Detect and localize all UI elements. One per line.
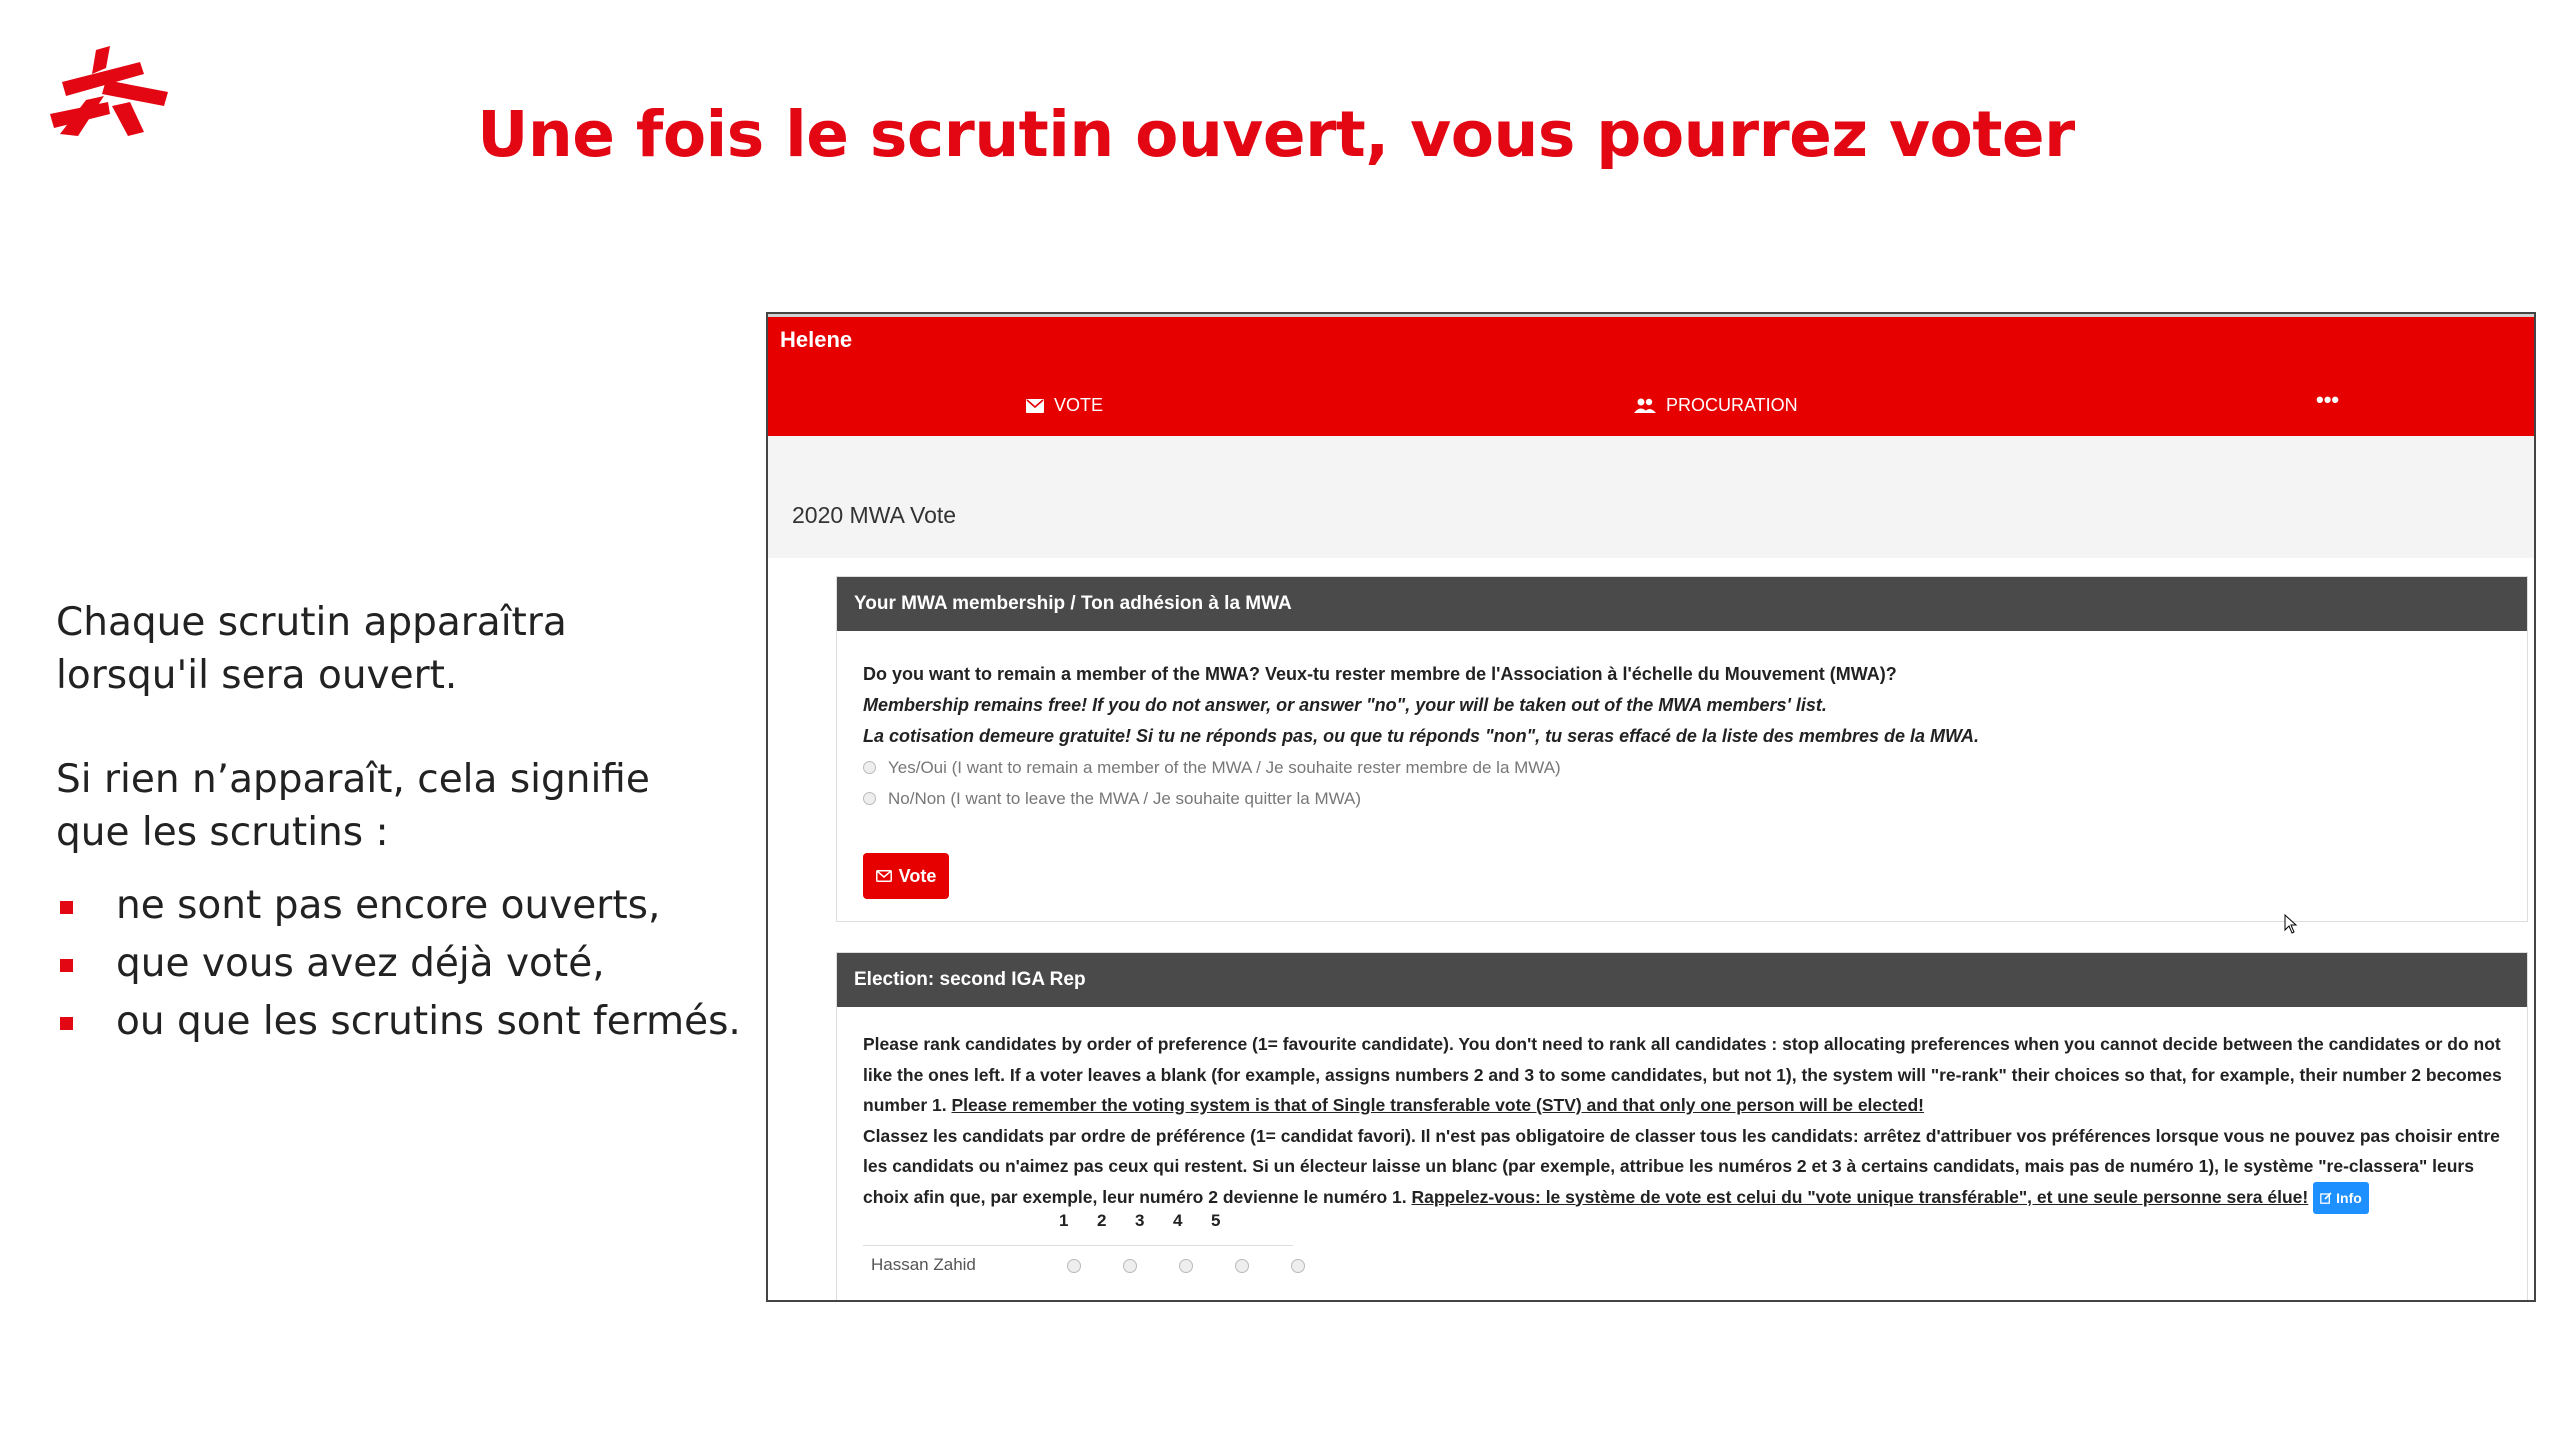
vote-button[interactable] <box>863 853 949 899</box>
rank-radio[interactable] <box>1123 1259 1137 1273</box>
edit-icon <box>2320 1192 2332 1204</box>
rank-radio[interactable] <box>1291 1259 1305 1273</box>
vote-title: 2020 MWA Vote <box>792 502 957 528</box>
rank-column-header: 5 <box>1211 1211 1221 1230</box>
radio-button[interactable] <box>863 792 876 805</box>
rank-column-header: 1 <box>1059 1211 1069 1230</box>
option-label: No/Non (I want to leave the MWA / Je souhaite quitter la MWA) <box>888 789 1362 808</box>
membership-note-fr: La cotisation demeure gratuite! Si tu ne réponds pas, ou que tu réponds "non", tu seras effacé de la liste des membres de la MWA. <box>863 726 1979 746</box>
paragraph-line: Chaque scrutin apparaîtra <box>56 600 567 645</box>
rank-radio[interactable] <box>1179 1259 1193 1273</box>
membership-option-yes[interactable] <box>863 752 2527 783</box>
rank-column-header: 4 <box>1173 1211 1183 1230</box>
membership-question: Do you want to remain a member of the MWA? Veux-tu rester membre de l'Association à l'échelle du Mouvement (MWA)? <box>863 664 1897 684</box>
user-name: Helene <box>780 327 853 352</box>
rank-column-header: 3 <box>1135 1211 1145 1230</box>
more-icon: ••• <box>2316 387 2340 412</box>
bullet-list <box>56 877 756 1051</box>
membership-panel <box>836 576 2528 922</box>
membership-note-en: Membership remains free! If you do not answer, or answer "no", your will be taken out of the MWA members' list. <box>863 695 1827 715</box>
slide-body <box>56 596 756 1051</box>
instructions-fr: Classez les candidats par ordre de préférence (1= candidat favori). Il n'est pas obligatoire de classer tous les candidats: arrêtez d'attribuer vos préférences lorsque vous ne pouvez pas choisir entre les candidats ou n'aimez pas ceux qui restent. Si un électeur laisse un blanc (par exemple, attribue les numéros 2 et 3 à certains candidats, mais pas de numéro 1), le système "re-classera" leurs choix afin que, par exemple, leur numéro 2 devienne le numéro 1. <box>863 1125 2500 1207</box>
paragraph-line: Si rien n’apparaît, cela signifie <box>56 757 650 802</box>
instructions-en: Please rank candidates by order of preference (1= favourite candidate). You don't need to rank all candidates : stop allocating preferences when you cannot decide between the candidates or do not like the ones left. If a voter leaves a blank (for example, assigns numbers 2 and 3 to some candidates, but not 1), the system will "re-rank" their choices so that, for example, their number 2 becomes number 1. <box>863 1034 2502 1115</box>
nav-more-button[interactable] <box>2316 387 2339 413</box>
nav-vote-label: VOTE <box>1054 395 1104 415</box>
rank-radio[interactable] <box>1067 1259 1081 1273</box>
election-instructions <box>837 1007 2527 1214</box>
nav-procuration[interactable] <box>1634 395 1798 416</box>
nav-procuration-label: PROCURATION <box>1666 395 1798 415</box>
candidate-rank-options <box>1067 1259 1305 1273</box>
divider <box>863 1245 1293 1246</box>
nav-vote[interactable] <box>1026 395 1103 416</box>
users-icon <box>1634 398 1656 413</box>
bullet-item: ne sont pas encore ouverts, <box>56 877 756 935</box>
radio-button[interactable] <box>863 761 876 774</box>
election-panel <box>836 952 2528 1302</box>
envelope-icon <box>876 870 892 882</box>
candidate-name: Hassan Zahid <box>871 1255 976 1274</box>
info-button[interactable] <box>2313 1182 2369 1215</box>
rank-header-row <box>1059 1211 1249 1231</box>
slide-title: Une fois le scrutin ouvert, vous pourrez voter <box>477 98 2075 171</box>
paragraph-line: que les scrutins : <box>56 810 389 855</box>
rank-column-header: 2 <box>1097 1211 1107 1230</box>
bullet-item: ou que les scrutins sont fermés. <box>56 993 756 1051</box>
option-label: Yes/Oui (I want to remain a member of the MWA / Je souhaite rester membre de la MWA) <box>888 758 1561 777</box>
info-label: Info <box>2336 1189 2362 1206</box>
envelope-icon <box>1026 399 1044 413</box>
paragraph-line: lorsqu'il sera ouvert. <box>56 653 458 698</box>
rank-radio[interactable] <box>1235 1259 1249 1273</box>
bullet-item: que vous avez déjà voté, <box>56 935 756 993</box>
app-header <box>768 314 2534 436</box>
vote-title-bar <box>768 436 2534 558</box>
mouse-cursor-icon <box>2284 914 2298 934</box>
instructions-fr-link: Rappelez-vous: le système de vote est celui du "vote unique transférable", et une seule personne sera élue! <box>1411 1186 2309 1207</box>
membership-heading: Your MWA membership / Ton adhésion à la MWA <box>837 577 2527 631</box>
membership-option-no[interactable] <box>863 783 2527 814</box>
election-heading: Election: second IGA Rep <box>837 953 2527 1007</box>
instructions-en-link: Please remember the voting system is that of Single transferable vote (STV) and that only one person will be elected! <box>951 1095 1924 1115</box>
voting-app-screenshot <box>766 312 2536 1302</box>
vote-button-label: Vote <box>898 865 937 886</box>
